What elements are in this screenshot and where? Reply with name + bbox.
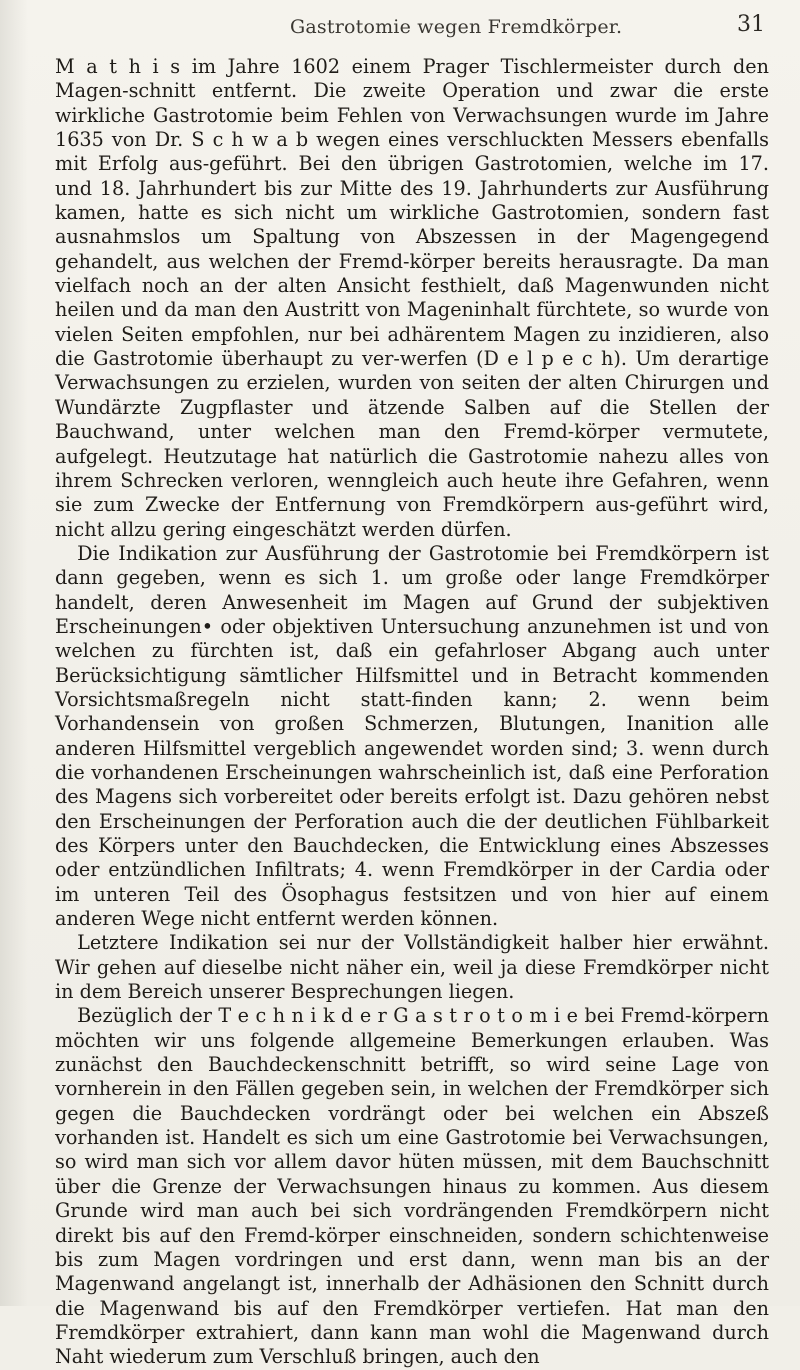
paragraph-technique: Bezüglich der T e c h n i k d e r G a s t r o t o m i e bei Fremd-körpern möchten wir uns folgende allgemeine Bemerkungen erlauben. Was zunächst den Bauchdeckenschnitt betrifft, so wird seine Lage von vornherein in den Fällen gegeben sein, in welchen der Fremdkörper sich gegen die Bauchdecken vordrängt oder bei welchen ein Abszeß vorhanden ist. Handelt es sich um eine Gastrotomie bei Verwachsungen, so wird man sich vor allem davor hüten müssen, mit dem Bauchschnitt über die Grenze der Verwachsungen hinaus zu kommen. Aus diesem Grunde wird man auch bei sich vordrängenden Fremdkörpern nicht direkt bis auf den Fremd-körper einschneiden, sondern schichtenweise bis zum Magen vordringen und erst dann, wenn man bis an der Magenwand angelangt ist, innerhalb der Adhäsionen den Schnitt durch die Magenwand bis auf den Fremdkörper vertiefen. Hat man den Fremdkörper extrahiert, dann kann man wohl die Magenwand durch Naht wiederum zum Verschluß bringen, auch den [55, 1004, 769, 1369]
running-head: Gastrotomie wegen Fremdkörper. [290, 16, 623, 38]
page-number: 31 [737, 12, 765, 37]
page-edge-shadow [0, 0, 28, 1306]
body-text [55, 55, 769, 1370]
paragraph-last-indication: Letztere Indikation sei nur der Vollständigkeit halber hier erwähnt. Wir gehen auf dieselbe nicht näher ein, weil ja diese Fremdkörper nicht in dem Bereich unserer Besprechungen liegen. [55, 931, 769, 1004]
paragraph-indications: Die Indikation zur Ausführung der Gastrotomie bei Fremdkörpern ist dann gegeben, wenn es sich 1. um große oder lange Fremdkörper handelt, deren Anwesenheit im Magen auf Grund der subjektiven Erscheinungen• oder objektiven Untersuchung anzunehmen ist und von welchen zu fürchten ist, daß ein gefahrloser Abgang auch unter Berücksichtigung sämtlicher Hilfsmittel und in Betracht kommenden Vorsichtsmaßregeln nicht statt-finden kann; 2. wenn beim Vorhandensein von großen Schmerzen, Blutungen, Inanition alle anderen Hilfsmittel vergeblich angewendet worden sind; 3. wenn durch die vorhandenen Erscheinungen wahrscheinlich ist, daß eine Perforation des Magens sich vorbereitet oder bereits erfolgt ist. Dazu gehören nebst den Erscheinungen der Perforation auch die der deutlichen Fühlbarkeit des Körpers unter den Bauchdecken, die Entwicklung eines Abszesses oder entzündlichen Infiltrats; 4. wenn Fremdkörper in der Cardia oder im unteren Teil des Ösophagus festsitzen und von hier auf einem anderen Wege nicht entfernt werden können. [55, 541, 769, 931]
page-header [55, 8, 765, 38]
paragraph-history: M a t h i s im Jahre 1602 einem Prager Tischlermeister durch den Magen-schnitt entfernt. Die zweite Operation und zwar die erste wirkliche Gastrotomie beim Fehlen von Verwachsungen wurde im Jahre 1635 von Dr. S c h w a b wegen eines verschluckten Messers ebenfalls mit Erfolg aus-geführt. Bei den übrigen Gastrotomien, welche im 17. und 18. Jahrhundert bis zur Mitte des 19. Jahrhunderts zur Ausführung kamen, hatte es sich nicht um wirkliche Gastrotomien, sondern fast ausnahmslos um Spaltung von Abszessen in der Magengegend gehandelt, aus welchen der Fremd-körper bereits herausragte. Da man vielfach noch an der alten Ansicht festhielt, daß Magenwunden nicht heilen und da man den Austritt von Mageninhalt fürchtete, so wurde von vielen Seiten empfohlen, nur bei adhärentem Magen zu inzidieren, also die Gastrotomie überhaupt zu ver-werfen (D e l p e c h). Um derartige Verwachsungen zu erzielen, wurden von seiten der alten Chirurgen und Wundärzte Zugpflaster und ätzende Salben auf die Stellen der Bauchwand, unter welchen man den Fremd-körper vermutete, aufgelegt. Heutzutage hat natürlich die Gastrotomie nahezu alles von ihrem Schrecken verloren, wenngleich auch heute ihre Gefahren, wenn sie zum Zwecke der Entfernung von Fremdkörpern aus-geführt wird, nicht allzu gering eingeschätzt werden dürfen. [55, 55, 769, 541]
